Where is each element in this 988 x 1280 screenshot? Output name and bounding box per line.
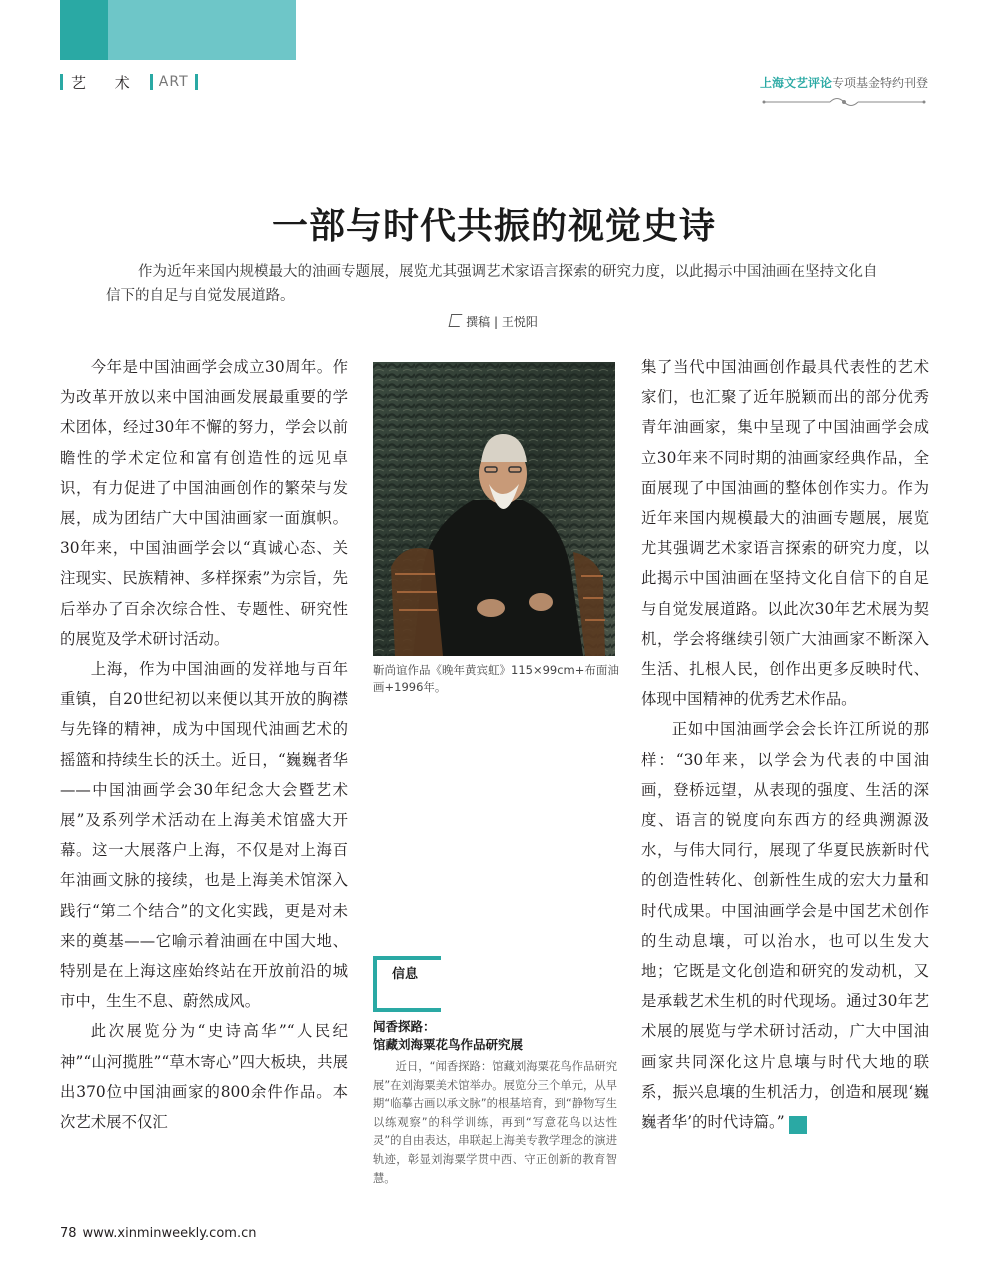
painting-image <box>373 362 615 656</box>
footer-url[interactable]: www.xinminweekly.com.cn <box>82 1226 257 1241</box>
body-paragraph: 上海，作为中国油画的发祥地与百年重镇，自20世纪初以来便以其开放的胸襟与先锋的精神，成为中国现代油画艺术的摇篮和持续生长的沃土。近日，“巍巍者华——中国油画学会30年纪念大会暨艺术展”及系列学术活动在上海美术馆盛大开幕。这一大展落户上海，不仅是对上海百年油画文脉的接续，也是上海美术馆深入践行“第二个结合”的文化实践，更是对未来的奠基——它喻示着油画在中国大地、特别是在上海这座始终站在开放前沿的城市中，生生不息、蔚然成风。 <box>60 660 348 1011</box>
article-title: 一部与时代共振的视觉史诗 <box>271 205 716 247</box>
page-number: 78 <box>60 1226 77 1241</box>
body-paragraph: 集了当代中国油画创作最具代表性的艺术家们，也汇聚了近年脱颖而出的部分优秀青年油画家，集中呈现了中国油画学会成立30年来不同时期的油画家经典作品，全面展现了中国油画的整体创作实力。作为近年来国内规模最大的油画专题展，展览尤其强调艺术家语言探索的研究力度，以此揭示中国油画在坚持文化自信下的自足与自觉发展道路。以此次30年艺术展为契机，学会将继续引领广大油画家不断深入生活、扎根人民，创作出更多反映时代、体现中国精神的优秀艺术作品。 <box>641 358 929 709</box>
section-name-en: ART <box>158 74 189 90</box>
section-name-cn: 艺 术 <box>71 73 142 92</box>
pen-icon <box>449 314 463 327</box>
info-body: 近日，“闻香探路：馆藏刘海粟花鸟作品研究展”在刘海粟美术馆举办。展览分三个单元，从早期“临摹古画以承文脉”的根基培育，到“静物写生以练观察”的科学训练，再到“写意花鸟以达性灵”的自由表达，串联起上海美专教学理念的演进轨迹，彰显刘海粟学贯中西、守正创新的教育智慧。 <box>373 1060 617 1185</box>
figure-caption: 靳尚谊作品《晚年黄宾虹》115×99cm+布面油画+1996年。 <box>373 663 619 694</box>
body-paragraph: 此次展览分为“史诗高华”“人民纪神”“山河揽胜”“草木寄心”四大板块，共展出370位中国油画家的800余件作品。本次艺术展不仅汇 <box>60 1022 348 1132</box>
info-label: 信息 <box>392 967 419 982</box>
section-tag <box>60 72 198 92</box>
byline <box>0 313 988 330</box>
article-lede: 作为近年来国内规模最大的油画专题展，展览尤其强调艺术家语言探索的研究力度，以此揭示中国油画在坚持文化自信下的自足与自觉发展道路。 <box>106 264 878 304</box>
header-color-block-light <box>108 0 296 60</box>
sponsor-text: 专项基金特约刊登 <box>831 76 928 90</box>
body-paragraph: 今年是中国油画学会成立30周年。作为改革开放以来中国油画发展最重要的学术团体，经过30年不懈的努力，学会以前瞻性的学术定位和富有创造性的远见卓识，有力促进了中国油画创作的繁荣与发展，成为团结广大中国油画家一面旗帜。30年来，中国油画学会以“真诚心态、关注现实、民族精神、多样探索”为宗旨，先后举办了百余次综合性、专题性、研究性的展览及学术研讨活动。 <box>60 358 348 648</box>
ornament-icon <box>760 95 928 109</box>
header-color-block <box>60 0 108 60</box>
body-paragraph-text: 正如中国油画学会会长许江所说的那样：“30年来，以学会为代表的中国油画，登桥远望，从表现的强度、生活的深度、语言的锐度向东西方的经典溯源汲水，与伟大同行，展现了华夏民族新时代的创造性转化、创新性生成的宏大力量和时代成果。中国油画学会是中国艺术创作的生动息壤，可以治水，也可以生发大地；它既是文化创造和研究的发动机，又是承载艺术生机的时代现场。通过30年艺术展的展览与学术研讨活动，广大中国油画家共同深化这片息壤与时代大地的联系，振兴息壤的生机活力，创造和展现‘巍巍者华’的时代诗篇。” <box>641 720 929 1132</box>
sponsor-brand: 上海文艺评论 <box>759 76 832 90</box>
divider <box>150 74 153 90</box>
end-mark-icon: 民 <box>789 1116 807 1134</box>
body-column-left <box>60 352 348 1137</box>
divider <box>60 74 63 90</box>
body-column-right <box>641 352 929 1137</box>
byline-text: 撰稿 | 王悦阳 <box>466 315 538 329</box>
page-footer <box>60 1226 256 1241</box>
sponsor-note <box>760 74 928 109</box>
divider <box>195 74 198 90</box>
info-headline: 闻香探路： 馆藏刘海粟花鸟作品研究展 <box>373 1019 524 1052</box>
body-paragraph <box>641 714 929 1137</box>
